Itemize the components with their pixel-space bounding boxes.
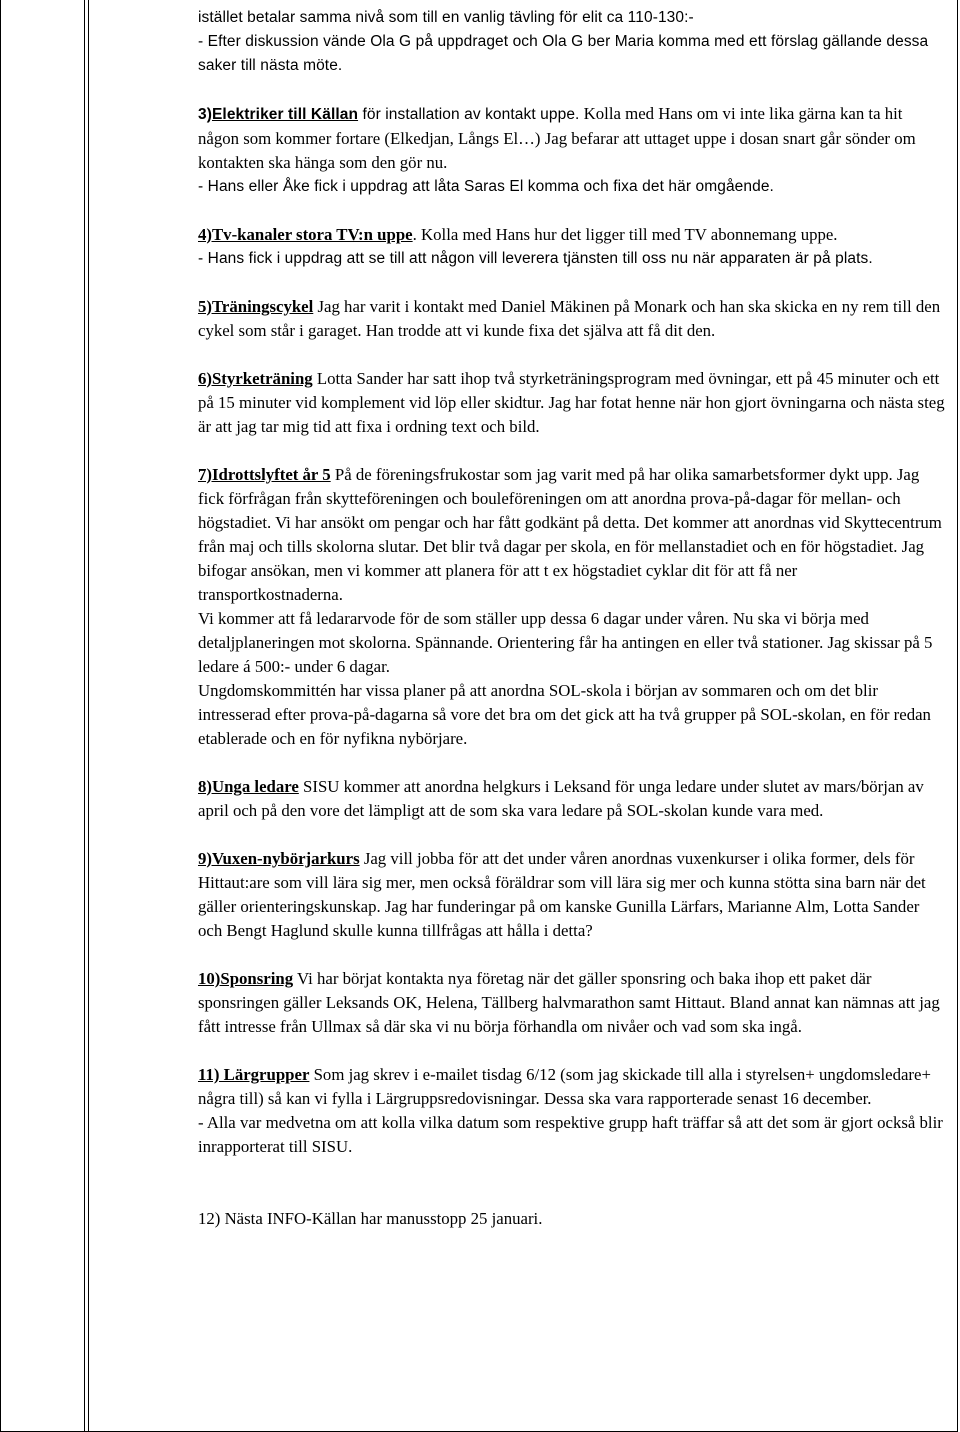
item-5-heading: 5)Träningscykel [198,297,314,316]
item-8: 8)Unga ledare SISU kommer att anordna helgkurs i Leksand för unga ledare under slutet av mars/början av april och på den vore det lämpligt att de som ska vara ledare på SOL-skolan kunde vara med. [198,777,924,820]
item-9-heading: 9)Vuxen-nybörjarkurs [198,849,360,868]
item-4: 4)Tv-kanaler stora TV:n uppe. Kolla med Hans hur det ligger till med TV abonnemang uppe. [198,225,838,244]
item-7-heading: 7)Idrottslyftet år 5 [198,465,331,484]
item-11-note: - Alla var medvetna om att kolla vilka datum som respektive grupp haft träffar så att det som är gjort också blir inrapporterat till SISU. [198,1113,943,1156]
item-11: 11) Lärgrupper Som jag skrev i e-mailet tisdag 6/12 (som jag skickade till alla i styrelsen+ ungdomsledare+ några till) så kan vi fylla i Lärgruppsredovisningar. Dessa ska vara rapporterade senast 16 december. [198,1065,931,1108]
item-10-heading: 10)Sponsring [198,969,294,988]
item-4-note: - Hans fick i uppdrag att se till att någon vill leverera tjänsten till oss nu när apparaten är på plats. [198,250,873,267]
item-4-heading: 4)Tv-kanaler stora TV:n uppe [198,225,413,244]
item-5: 5)Träningscykel Jag har varit i kontakt med Daniel Mäkinen på Monark och han ska skicka en ny rem till den cykel som står i garaget. Han trodde att vi kunde fixa det själva att få dit den. [198,297,941,340]
item-7-paragraph-3: Ungdomskommittén har vissa planer på att anordna SOL-skola i början av sommaren och om det blir intresserad efter prova-på-dagarna så vore det bra om det gick att ha två grupper på SOL-skolan, en för redan etablerade och en för nyfikna nybörjare. [198,681,931,748]
item-3-heading: Elektriker till Källan [211,106,359,123]
item-3-note: - Hans eller Åke fick i uppdrag att låta Saras El komma och fixa det här omgående. [198,178,774,195]
item-6: 6)Styrketräning Lotta Sander har satt ihop två styrketräningsprogram med övningar, ett på 45 minuter och ett på 15 minuter vid komplement vid löp eller skidtur. Jag har fotat henne när hon gjort övningarna och nästa steg är att jag tar mig tid att fixa i ordning text och bild. [198,369,945,436]
table-column-divider [84,0,85,1432]
table-border-left [0,0,1,1432]
table-column-divider-inner [88,0,89,1432]
item-6-heading: 6)Styrketräning [198,369,313,388]
item-9: 9)Vuxen-nybörjarkurs Jag vill jobba för att det under våren anordnas vuxenkurser i olika former, dels för Hittaut:are som vill lära sig mer, men också föräldrar som vill lära sig mer och kunna stötta sina barn när det gäller orienteringskunskap. Jag har funderingar på om kanske Gunilla Lärfars, Marianne Alm, Lotta Sander och Bengt Haglund skulle kunna tillfrågas att hålla i detta? [198,849,926,940]
table-border-right [957,0,958,1432]
item-8-heading: 8)Unga ledare [198,777,299,796]
document-body [198,6,946,1231]
item-10: 10)Sponsring Vi har börjat kontakta nya företag när det gäller sponsring och baka ihop ett paket där sponsringen gäller Leksands OK, Helena, Tällberg halvmarathon samt Hittaut. Bland annat kan nämnas att jag fått intresse från Ullmax så där ska vi nu börja förhandla om nivåer och vad som ska ingå. [198,969,940,1036]
intro-note: - Efter diskussion vände Ola G på uppdraget och Ola G ber Maria komma med ett förslag gällande dessa saker till nästa möte. [198,33,929,74]
intro-line: istället betalar samma nivå som till en vanlig tävling för elit ca 110-130:- [198,9,694,26]
item-12: 12) Nästa INFO-Källan har manusstopp 25 januari. [198,1209,543,1228]
item-3: 3)Elektriker till Källan för installation av kontakt uppe. Kolla med Hans om vi inte lika gärna kan ta hit någon som kommer fortare (Elkedjan, Långs El…) Jag befarar att uttaget uppe i dosan snart går sönder om kontakten ska hänga som den gör nu. [198,104,916,172]
item-7-paragraph-2: Vi kommer att få ledararvode för de som ställer upp dessa 6 dagar under våren. Nu ska vi börja med detaljplaneringen mot skolorna. Spännande. Orientering får ha antingen en eller två stationer. Jag skissar på 5 ledare á 500:- under 6 dagar. [198,609,933,676]
item-7: 7)Idrottslyftet år 5 På de föreningsfrukostar som jag varit med på har olika samarbetsformer dykt upp. Jag fick förfrågan från skytteföreningen och bouleföreningen om att anordna prova-på-dagar för mellan- och högstadiet. Vi har ansökt om pengar och har fått godkänt på detta. Det kommer att anordnas vid Skyttecentrum från maj och tills skolorna slutar. Det blir två dagar per skola, en för mellanstadiet och en för högstadiet. Jag bifogar ansökan, men vi kommer att planera för att t ex högstadiet cyklar dit för att få ner transportkostnaderna. [198,465,942,604]
item-11-heading: 11) Lärgrupper [198,1065,310,1084]
